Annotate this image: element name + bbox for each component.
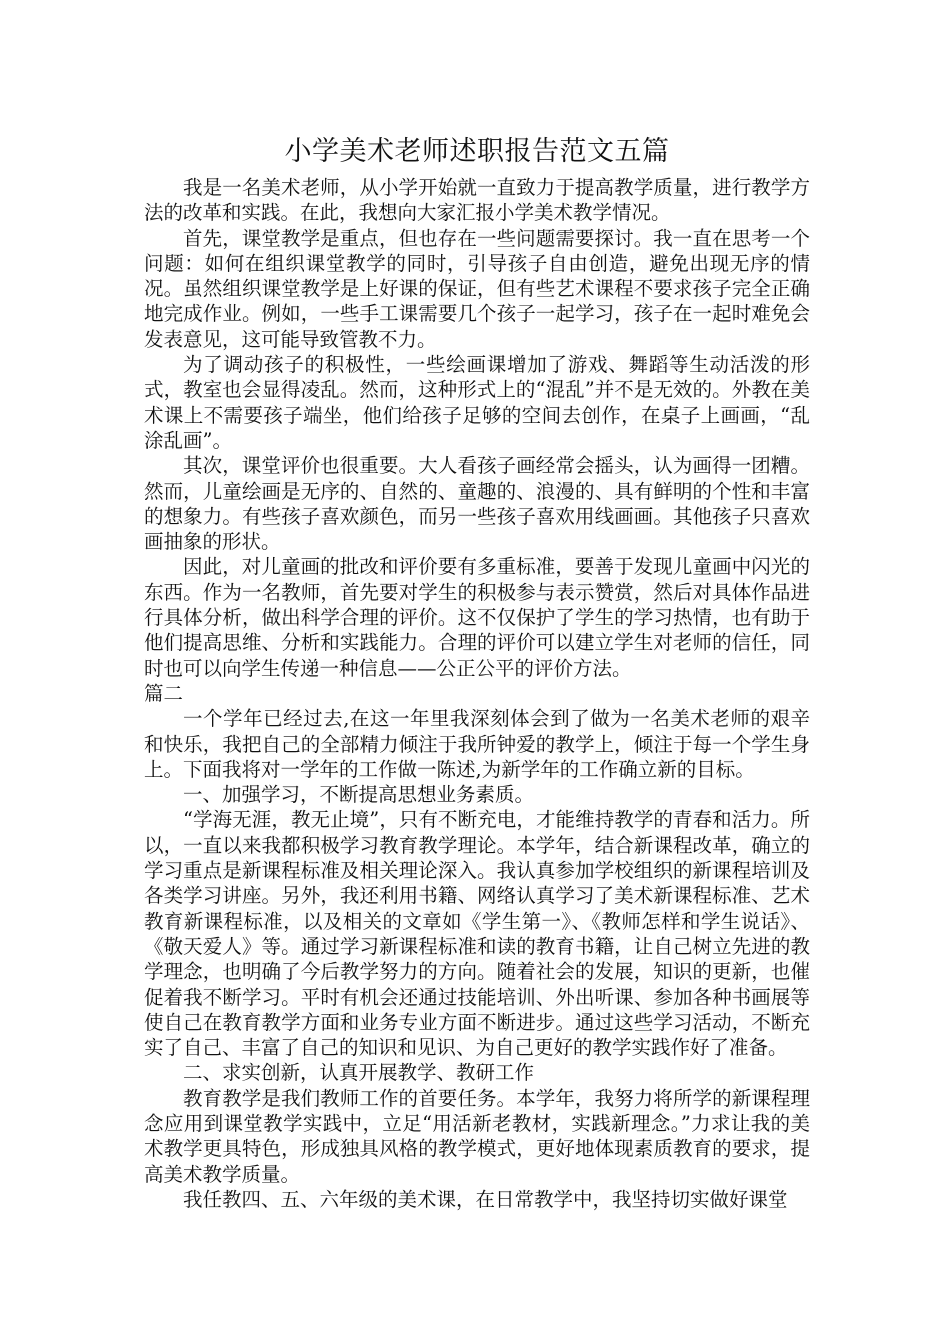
body-paragraph: 一个学年已经过去,在这一年里我深刻体会到了做为一名美术老师的艰辛和快乐，我把自己的全部精力倾注于我所钟爱的教学上，倾注于每一个学生身上。下面我将对一学年的工作做一陈述,为新学年的工作确立新的目标。 xyxy=(144,707,810,781)
body-paragraph: 因此，对儿童画的批改和评价要有多重标准，要善于发现儿童画中闪光的东西。作为一名教师，首先要对学生的积极参与表示赞赏，然后对具体作品进行具体分析，做出科学合理的评价。这不仅保护了学生的学习热情，也有助于他们提高思维、分析和实践能力。合理的评价可以建立学生对老师的信任，同时也可以向学生传递一种信息——公正公平的评价方法。 xyxy=(144,555,810,680)
body-paragraph: “学海无涯，教无止境”，只有不断充电，才能维持教学的青春和活力。所以，一直以来我都积极学习教育教学理论。本学年，结合新课程改革，确立的学习重点是新课程标准及相关理论深入。我认真参加学校组织的新课程培训及各类学习讲座。另外，我还利用书籍、网络认真学习了美术新课程标准、艺术教育新课程标准，以及相关的文章如《学生第一》、《教师怎样和学生说话》、《敬天爱人》等。通过学习新课程标准和读的教育书籍，让自己树立先进的教学理念，也明确了今后教学努力的方向。随着社会的发展，知识的更新，也催促着我不断学习。平时有机会还通过技能培训、外出听课、参加各种书画展等使自己在教育教学方面和业务专业方面不断进步。通过这些学习活动，不断充实了自己、丰富了自己的知识和见识、为自己更好的教学实践作好了准备。 xyxy=(144,808,810,1060)
body-paragraph: 首先，课堂教学是重点，但也存在一些问题需要探讨。我一直在思考一个问题：如何在组织课堂教学的同时，引导孩子自由创造，避免出现无序的情况。虽然组织课堂教学是上好课的保证，但有些艺术课程不要求孩子完全正确地完成作业。例如，一些手工课需要几个孩子一起学习，孩子在一起时难免会发表意见，这可能导致管教不力。 xyxy=(144,226,810,351)
section-heading: 篇二 xyxy=(144,681,184,705)
body-paragraph: 其次，课堂评价也很重要。大人看孩子画经常会摇头，认为画得一团糟。然而，儿童绘画是无序的、自然的、童趣的、浪漫的、具有鲜明的个性和丰富的想象力。有些孩子喜欢颜色，而另一些孩子喜欢用线画画。其他孩子只喜欢画抽象的形状。 xyxy=(144,454,810,554)
body-paragraph: 我任教四、五、六年级的美术课，在日常教学中，我坚持切实做好课堂 xyxy=(183,1187,788,1211)
document-title: 小学美术老师述职报告范文五篇 xyxy=(284,136,670,167)
document-body xyxy=(144,175,810,1212)
body-paragraph: 为了调动孩子的积极性，一些绘画课增加了游戏、舞蹈等生动活泼的形式，教室也会显得凌乱。然而，这种形式上的“混乱”并不是无效的。外教在美术课上不需要孩子端坐，他们给孩子足够的空间去创作，在桌子上画画，“乱涂乱画”。 xyxy=(144,353,810,452)
body-paragraph: 二、求实创新，认真开展教学、教研工作 xyxy=(183,1061,535,1085)
body-paragraph: 我是一名美术老师，从小学开始就一直致力于提高教学质量，进行教学方法的改革和实践。在此，我想向大家汇报小学美术教学情况。 xyxy=(144,176,810,225)
document-page xyxy=(144,132,810,1212)
body-paragraph: 一、加强学习，不断提高思想业务素质。 xyxy=(183,783,535,807)
body-paragraph: 教育教学是我们教师工作的首要任务。本学年，我努力将所学的新课程理念应用到课堂教学实践中，立足“用活新老教材，实践新理念。”力求让我的美术教学更具特色，形成独具风格的教学模式，更好地体现素质教育的要求，提高美术教学质量。 xyxy=(144,1086,810,1186)
